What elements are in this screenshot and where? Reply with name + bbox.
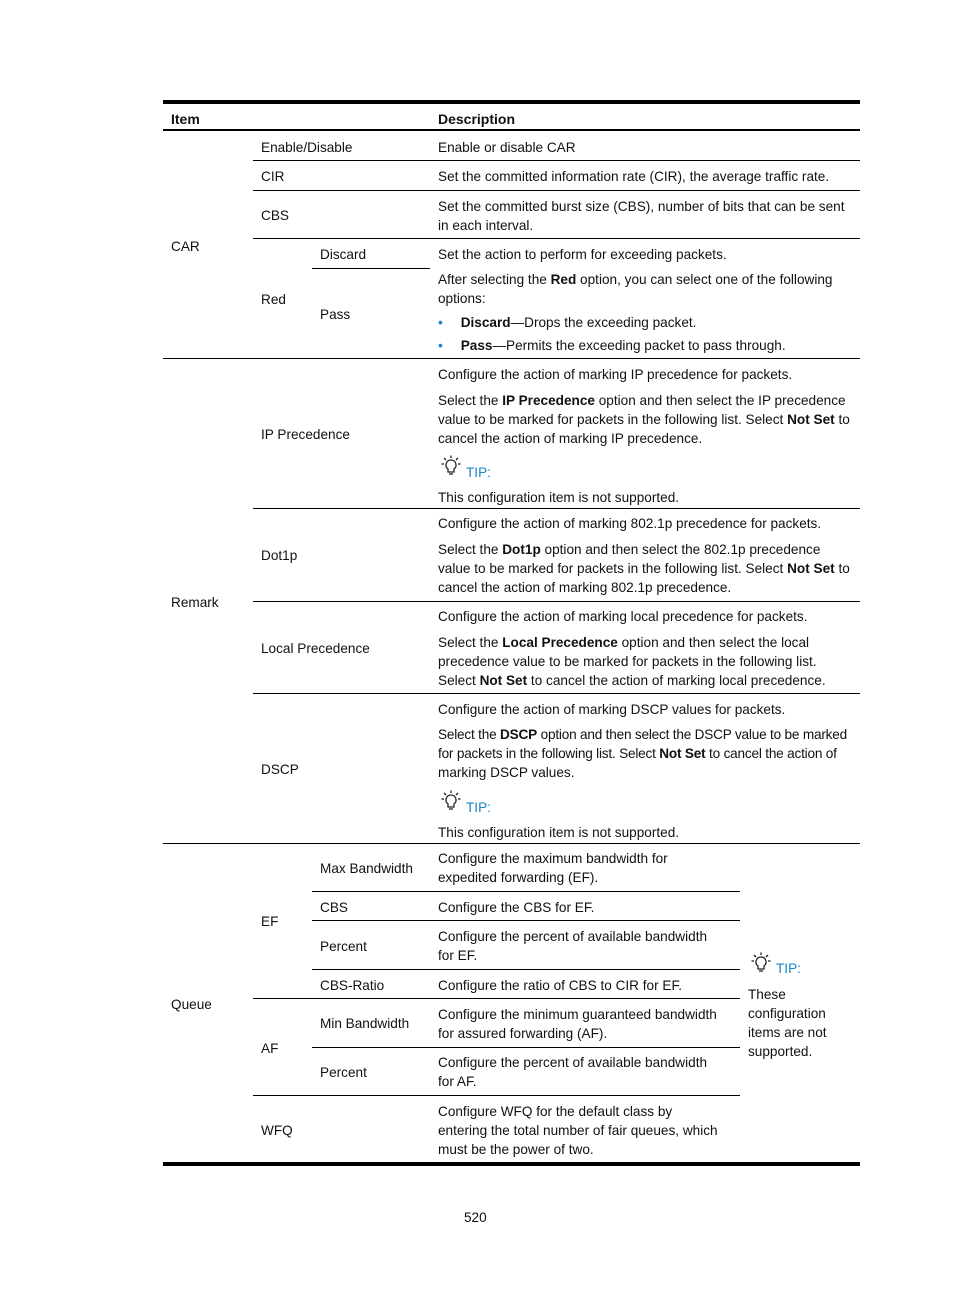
queue-wfq-desc: Configure WFQ for the default class by: [438, 1104, 673, 1119]
queue-wfq-item: WFQ: [261, 1123, 293, 1138]
lightbulb-icon: [751, 952, 771, 974]
remark-ip-desc: Select the IP Precedence option and then select the IP precedence: [438, 393, 846, 408]
remark-ip-desc: value to be marked for packets in the following list. Select Not Set to: [438, 412, 850, 427]
remark-dscp-desc: Select the DSCP option and then select the DSCP value to be marked: [438, 727, 847, 742]
queue-af-percent-desc: Configure the percent of available bandwidth: [438, 1055, 708, 1070]
queue-wfq-desc: must be the power of two.: [438, 1142, 594, 1157]
queue-af-item: AF: [261, 1041, 279, 1056]
queue-ef-percent-item: Percent: [320, 939, 367, 954]
bullet-icon: •: [438, 314, 443, 330]
row-rule: [253, 693, 860, 694]
remark-local-item: Local Precedence: [261, 641, 370, 656]
row-rule: [253, 998, 740, 999]
queue-ef-percent-desc: for EF.: [438, 948, 478, 963]
row-rule: [253, 1095, 740, 1096]
row-rule: [312, 1047, 740, 1048]
queue-ef-percent-desc: Configure the percent of available bandwidth: [438, 929, 708, 944]
remark-dscp-desc: Configure the action of marking DSCP values for packets.: [438, 702, 786, 717]
queue-wfq-desc: entering the total number of fair queues, which: [438, 1123, 718, 1138]
row-rule: [253, 508, 860, 509]
queue-ef-item: EF: [261, 914, 279, 929]
queue-ef-maxbw-desc: expedited forwarding (EF).: [438, 870, 599, 885]
table-bottom-rule: [163, 1162, 860, 1166]
car-cir-item: CIR: [261, 169, 285, 184]
remark-dot1p-item: Dot1p: [261, 548, 298, 563]
remark-dscp-item: DSCP: [261, 762, 299, 777]
row-rule: [253, 601, 860, 602]
remark-local-desc: Select Not Set to cancel the action of marking local precedence.: [438, 673, 826, 688]
queue-label: Queue: [171, 997, 212, 1012]
queue-ef-maxbw-item: Max Bandwidth: [320, 861, 413, 876]
remark-local-desc: Select the Local Precedence option and then select the local: [438, 635, 810, 650]
row-rule: [312, 920, 740, 921]
row-rule: [312, 268, 430, 269]
queue-af-percent-desc: for AF.: [438, 1074, 477, 1089]
row-rule: [312, 969, 740, 970]
queue-ef-cbs-desc: Configure the CBS for EF.: [438, 900, 595, 915]
car-red-pass: Pass: [320, 307, 351, 322]
remark-dot1p-desc: Select the Dot1p option and then select the 802.1p precedence: [438, 542, 821, 557]
remark-ip-desc: cancel the action of marking IP precedence.: [438, 431, 703, 446]
car-label: CAR: [171, 239, 200, 254]
remark-local-desc: Configure the action of marking local precedence for packets.: [438, 609, 808, 624]
car-red-pass-desc: options:: [438, 291, 486, 306]
car-cir-desc: Set the committed information rate (CIR), the average traffic rate.: [438, 169, 830, 184]
tip-label: TIP:: [466, 465, 491, 480]
remark-dot1p-desc: Configure the action of marking 802.1p precedence for packets.: [438, 516, 822, 531]
row-rule: [253, 160, 860, 161]
tip-text: supported.: [748, 1044, 813, 1059]
car-enable-desc: Enable or disable CAR: [438, 140, 576, 155]
tip-label: TIP:: [466, 800, 491, 815]
tip-text: items are not: [748, 1025, 827, 1040]
lightbulb-icon: [441, 455, 461, 477]
queue-ef-cbsratio-item: CBS-Ratio: [320, 978, 385, 993]
header-item: Item: [171, 111, 200, 127]
queue-af-minbw-desc: for assured forwarding (AF).: [438, 1026, 608, 1041]
queue-af-minbw-item: Min Bandwidth: [320, 1016, 410, 1031]
car-red-discard-desc: Set the action to perform for exceeding packets.: [438, 247, 727, 262]
list-item: • Pass—Permits the exceeding packet to pass through.: [438, 337, 786, 353]
car-cbs-desc: in each interval.: [438, 218, 534, 233]
tip-text: configuration: [748, 1006, 826, 1021]
remark-dscp-desc: for packets in the following list. Select Not Set to cancel the action of: [438, 746, 837, 761]
row-rule: [312, 891, 740, 892]
queue-af-percent-item: Percent: [320, 1065, 367, 1080]
remark-dscp-desc: marking DSCP values.: [438, 765, 575, 780]
car-red-pass-desc: After selecting the Red option, you can select one of the following: [438, 272, 833, 287]
car-enable-item: Enable/Disable: [261, 140, 353, 155]
queue-af-minbw-desc: Configure the minimum guaranteed bandwidth: [438, 1007, 717, 1022]
header-bottom-rule: [163, 129, 860, 131]
table-top-rule: [163, 100, 860, 104]
tip-label: TIP:: [776, 961, 801, 976]
remark-ip-item: IP Precedence: [261, 427, 350, 442]
car-red-item: Red: [261, 292, 286, 307]
remark-ip-desc: Configure the action of marking IP precedence for packets.: [438, 367, 793, 382]
bullet-icon: •: [438, 337, 443, 353]
lightbulb-icon: [441, 790, 461, 812]
section-rule: [163, 358, 860, 359]
row-rule: [253, 238, 860, 239]
remark-label: Remark: [171, 595, 219, 610]
tip-text: This configuration item is not supported.: [438, 490, 680, 505]
remark-local-desc: precedence value to be marked for packets in the following list.: [438, 654, 817, 669]
page-number: 520: [464, 1210, 487, 1225]
tip-text: These: [748, 987, 786, 1002]
queue-ef-cbs-item: CBS: [320, 900, 348, 915]
remark-dot1p-desc: value to be marked for packets in the following list. Select Not Set to: [438, 561, 850, 576]
car-cbs-desc: Set the committed burst size (CBS), number of bits that can be sent: [438, 199, 845, 214]
remark-dot1p-desc: cancel the action of marking 802.1p precedence.: [438, 580, 732, 595]
car-cbs-item: CBS: [261, 208, 289, 223]
list-item: • Discard—Drops the exceeding packet.: [438, 314, 697, 330]
car-red-discard: Discard: [320, 247, 367, 262]
tip-text: This configuration item is not supported.: [438, 825, 680, 840]
row-rule: [253, 190, 860, 191]
queue-ef-maxbw-desc: Configure the maximum bandwidth for: [438, 851, 668, 866]
header-description: Description: [438, 111, 516, 127]
queue-ef-cbsratio-desc: Configure the ratio of CBS to CIR for EF.: [438, 978, 683, 993]
section-rule: [163, 843, 860, 844]
